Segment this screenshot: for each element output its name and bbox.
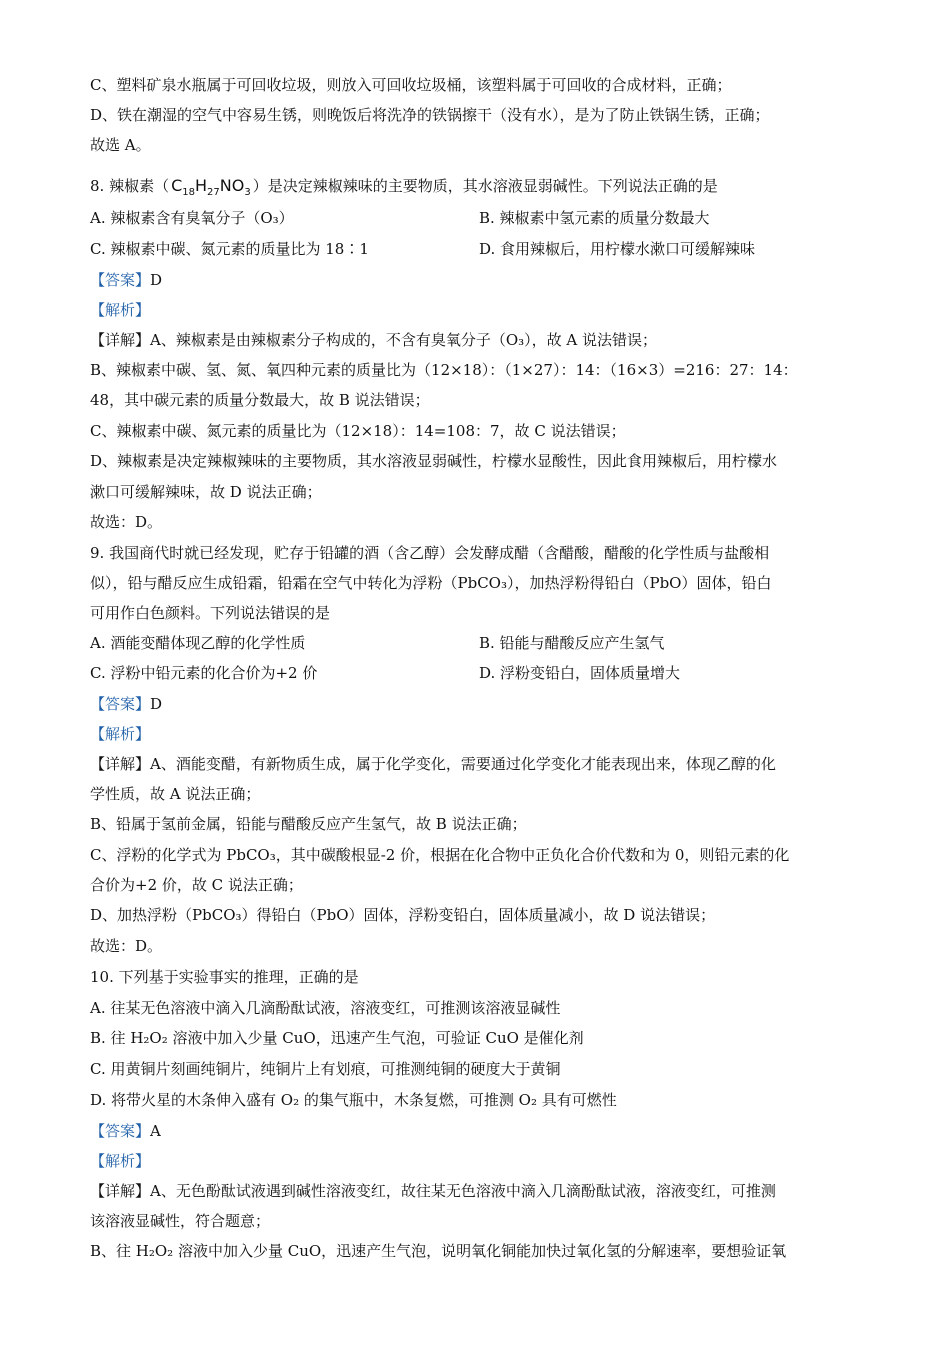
explanation-line: 48，其中碳元素的质量分数最大，故 B 说法错误； <box>90 391 430 409</box>
explanation-line: 漱口可缓解辣味，故 D 说法正确； <box>90 483 322 501</box>
analysis-tag-line <box>90 1146 880 1176</box>
option-c: C. 辣椒素中碳、氮元素的质量比为 18∶1 <box>90 240 369 258</box>
answer-line <box>90 1116 880 1146</box>
analysis-tag: 【解析】 <box>90 301 151 319</box>
detail-tag: 【详解】 <box>90 755 151 773</box>
detail-tag: 【详解】 <box>90 331 151 349</box>
text-line: 故选 A。 <box>90 136 151 154</box>
answer-tag: 【答案】 <box>90 271 151 289</box>
answer-line <box>90 265 880 295</box>
option-a: A. 往某无色溶液中滴入几滴酚酞试液，溶液变红，可推测该溶液显碱性 <box>90 999 561 1017</box>
answer-tag: 【答案】 <box>90 695 151 713</box>
explanation-line: B、铅属于氢前金属，铅能与醋酸反应产生氢气，故 B 说法正确； <box>90 815 527 833</box>
explanation-line: B、往 H₂O₂ 溶液中加入少量 CuO，迅速产生气泡，说明氧化铜能加快过氧化氢的分解速率，要想验证氧 <box>90 1242 787 1260</box>
question-8-prefix: 8. 辣椒素（ <box>90 177 170 195</box>
question-10-stem: 10. 下列基于实验事实的推理，正确的是 <box>90 968 359 986</box>
answer-line <box>90 689 880 719</box>
answer-value: D <box>150 271 163 289</box>
explanation-line <box>90 749 880 779</box>
analysis-tag-line <box>90 719 880 749</box>
formula-h-sub: 27 <box>207 187 220 199</box>
detail-tag: 【详解】 <box>90 1182 151 1200</box>
formula-no: NO <box>219 176 245 195</box>
formula-c-sub: 18 <box>182 187 195 199</box>
option-d: D. 食用辣椒后，用柠檬水漱口可缓解辣味 <box>479 240 756 258</box>
explanation-line: C、辣椒素中碳、氮元素的质量比为（12×18）：14=108：7，故 C 说法错误； <box>90 422 626 440</box>
explanation-line: 该溶液显碱性，符合题意； <box>90 1212 271 1230</box>
explanation-line: D、加热浮粉（PbCO₃）得铅白（PbO）固体，浮粉变铅白，固体质量减小，故 D 说法错误； <box>90 906 716 924</box>
option-b: B. 铅能与醋酸反应产生氢气 <box>479 634 665 652</box>
explanation-line: D、辣椒素是决定辣椒辣味的主要物质，其水溶液显弱碱性，柠檬水显酸性，因此食用辣椒后，用柠檬水 <box>90 452 778 470</box>
option-a: A. 辣椒素含有臭氧分子（O₃） <box>90 209 294 227</box>
answer-value: A <box>150 1122 161 1140</box>
text-line: C、塑料矿泉水瓶属于可回收垃圾，则放入可回收垃圾桶，该塑料属于可回收的合成材料，正确； <box>90 76 732 94</box>
explanation-line: B、辣椒素中碳、氢、氮、氧四种元素的质量比为（12×18）：（1×27）：14：（16×3）=216：27：14： <box>90 361 798 379</box>
question-9-stem: 可用作白色颜料。下列说法错误的是 <box>90 604 331 622</box>
analysis-tag-line <box>90 295 880 325</box>
text-line: D、铁在潮湿的空气中容易生锈，则晚饭后将洗净的铁锅擦干（没有水），是为了防止铁锅生锈，正确； <box>90 106 770 124</box>
question-8-suffix: ）是决定辣椒辣味的主要物质，其水溶液显弱碱性。下列说法正确的是 <box>252 177 718 195</box>
option-b: B. 往 H₂O₂ 溶液中加入少量 CuO，迅速产生气泡，可验证 CuO 是催化剂 <box>90 1029 584 1047</box>
question-9-stem: 9. 我国商代时就已经发现，贮存于铅罐的酒（含乙醇）会发酵成醋（含醋酸，醋酸的化学性质与盐酸相 <box>90 544 770 562</box>
answer-tag: 【答案】 <box>90 1122 151 1140</box>
explanation-line: 学性质，故 A 说法正确； <box>90 785 261 803</box>
formula-h: H <box>195 176 208 195</box>
explanation-line: 故选：D。 <box>90 513 163 531</box>
option-d: D. 将带火星的木条伸入盛有 O₂ 的集气瓶中，木条复燃，可推测 O₂ 具有可燃性 <box>90 1091 617 1109</box>
question-9-stem: 似），铅与醋反应生成铅霜，铅霜在空气中转化为浮粉（PbCO₃），加热浮粉得铅白（PbO）固体，铅白 <box>90 574 772 592</box>
analysis-tag: 【解析】 <box>90 725 151 743</box>
explanation-line: 合价为+2 价，故 C 说法正确； <box>90 876 303 894</box>
explanation-text: A、酒能变醋，有新物质生成，属于化学变化，需要通过化学变化才能表现出来，体现乙醇的化 <box>150 755 776 773</box>
option-d: D. 浮粉变铅白，固体质量增大 <box>479 664 681 682</box>
option-a: A. 酒能变醋体现乙醇的化学性质 <box>90 634 306 652</box>
explanation-line <box>90 1176 880 1206</box>
answer-value: D <box>150 695 163 713</box>
explanation-line: C、浮粉的化学式为 PbCO₃，其中碳酸根显-2 价，根据在化合物中正负化合价代数和为 0，则铅元素的化 <box>90 846 790 864</box>
option-c: C. 用黄铜片刻画纯铜片，纯铜片上有划痕，可推测纯铜的硬度大于黄铜 <box>90 1060 561 1078</box>
formula-no-sub: 3 <box>244 187 251 199</box>
option-c: C. 浮粉中铅元素的化合价为+2 价 <box>90 664 318 682</box>
explanation-line: 故选：D。 <box>90 937 163 955</box>
formula-c: C <box>171 176 183 195</box>
explanation-text: A、辣椒素是由辣椒素分子构成的，不含有臭氧分子（O₃），故 A 说法错误； <box>150 331 658 349</box>
analysis-tag: 【解析】 <box>90 1152 151 1170</box>
explanation-text: A、无色酚酞试液遇到碱性溶液变红，故往某无色溶液中滴入几滴酚酞试液，溶液变红，可推测 <box>150 1182 776 1200</box>
explanation-line <box>90 325 880 355</box>
option-b: B. 辣椒素中氢元素的质量分数最大 <box>479 209 710 227</box>
